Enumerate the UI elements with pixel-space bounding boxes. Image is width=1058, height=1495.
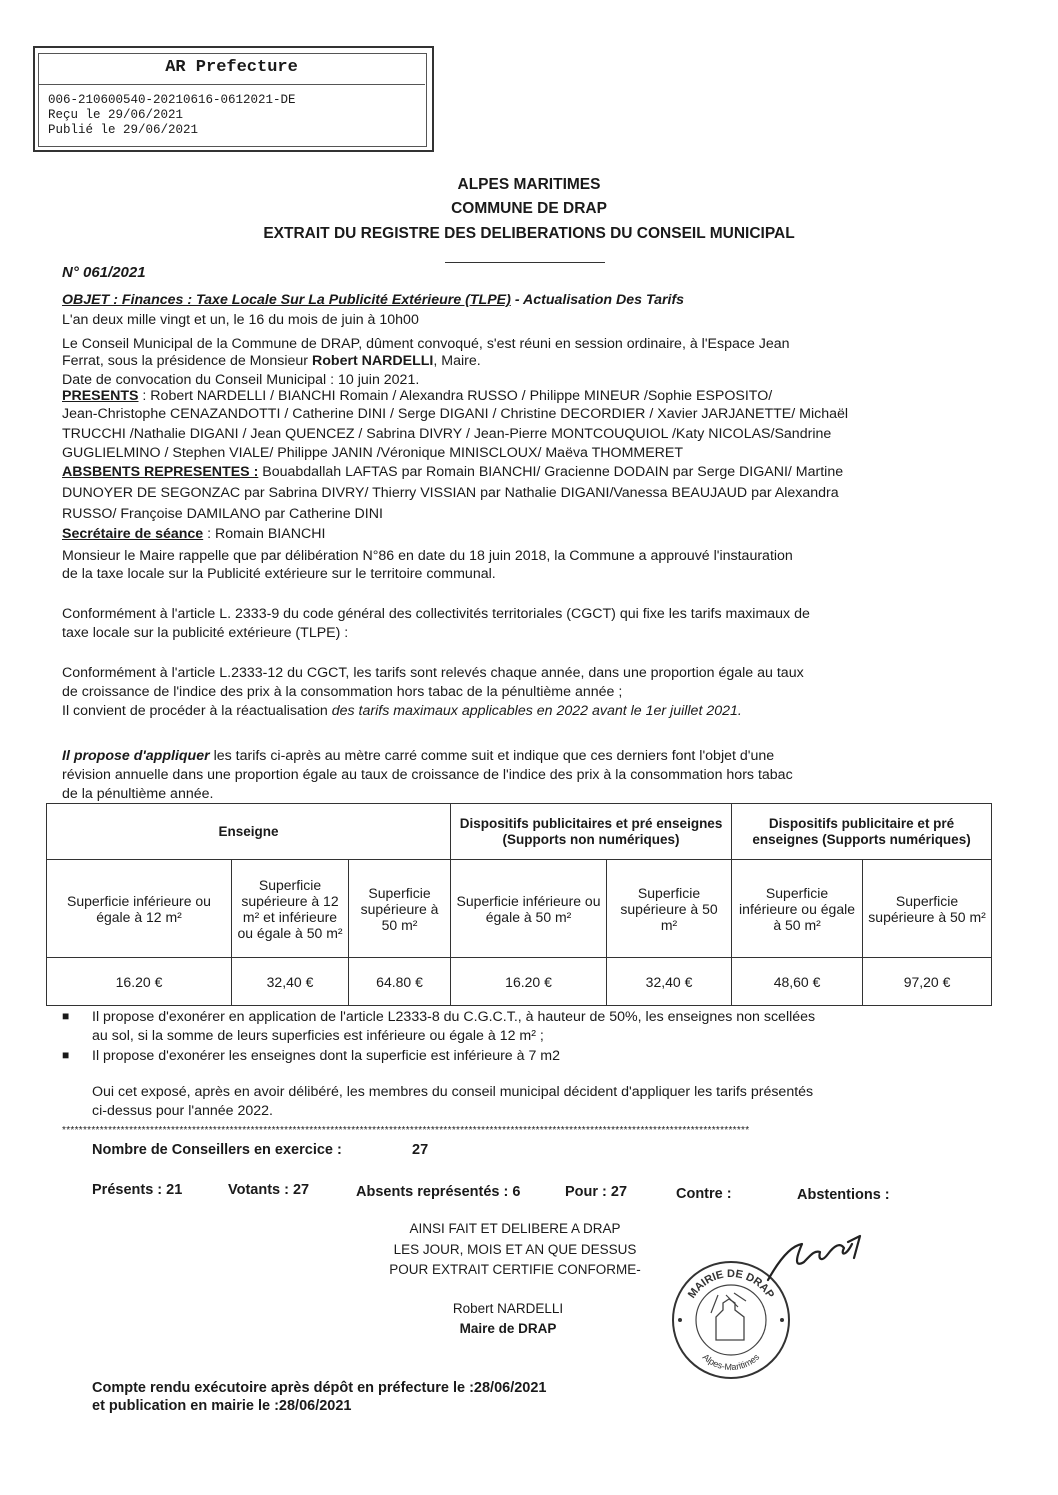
meeting-presidency-line: Ferrat, sous la présidence de Monsieur Robert NARDELLI, Maire. [62,353,481,369]
vote-presents: Présents : 21 [92,1182,183,1198]
column-header-3: Superficie supérieure à 50 m² [349,860,451,958]
vote-pour: Pour : 27 [565,1184,628,1200]
prefecture-reference: 006-210600540-20210616-0612021-DE [48,93,296,107]
tariff-value-3: 64.80 € [349,958,451,1006]
tariff-value-2: 32,40 € [232,958,349,1006]
secretary-label: Secrétaire de séance [62,526,204,542]
paragraph-2-line-1: Conformément à l'article L. 2333-9 du code général des collectivités territoriales (CGCT) qui fixe les tarifs maximaux de [62,606,810,622]
tariff-value-4: 16.20 € [451,958,607,1006]
bullet-icon: ■ [62,1009,70,1023]
seal-bottom-text: Alpes-Maritimes [700,1351,762,1373]
deliberation-subject [62,292,942,310]
presents-line-3: TRUCCHI /Nathalie DIGANI / Jean QUENCEZ / Sabrina DIVRY / Jean-Pierre MONTCOUQUIOL /Katy NICOLAS/Sandrine [62,426,832,442]
group-header-enseigne: Enseigne [47,804,451,860]
secretary-name: : Romain BIANCHI [203,526,326,542]
meeting-convocation-line: Le Conseil Municipal de la Commune de DRAP, dûment convoqué, s'est réuni en session ordinaire, à l'Espace Jean [62,336,790,352]
column-header-2: Superficie supérieure à 12 m² et inférieure ou égale à 50 m² [232,860,349,958]
mayor-signature-name: Robert NARDELLI [452,1301,564,1316]
bullet-icon: ■ [62,1048,70,1062]
presents-line-2: Jean-Christophe CENAZANDOTTI / Catherine DINI / Serge DIGANI / Christine DECORDIER / Xavier JARJANETTE/ Michaël [62,406,849,422]
paragraph-3-line-2: de croissance de l'indice des prix à la consommation hors tabac de la pénultième année ; [62,684,623,700]
header-commune: COMMUNE DE DRAP [451,200,607,217]
bullet-2: Il propose d'exonérer les enseignes dont la superficie est inférieure à 7 m2 [92,1048,561,1064]
signature-line-2: LES JOUR, MOIS ET AN QUE DESSUS [393,1242,637,1257]
tariff-value-7: 97,20 € [863,958,992,1006]
paragraph-4-line-2: révision annuelle dans une proportion égale au taux de croissance de l'indice des prix à la consommation hors tabac [62,767,793,783]
paragraph-3-line-3: Il convient de procéder à la réactualisation des tarifs maximaux applicables en 2022 avant le 1er juillet 2021. [62,703,742,719]
footer-line-2: et publication en mairie le :28/06/2021 [92,1398,352,1414]
column-header-1: Superficie inférieure ou égale à 12 m² [47,860,232,958]
presents-line-1: PRESENTS : Robert NARDELLI / BIANCHI Romain / Alexandra RUSSO / Philippe MINEUR /Sophie ESPOSITO/ [62,388,773,404]
signature-line-3: POUR EXTRAIT CERTIFIE CONFORME- [389,1262,641,1277]
vote-votants: Votants : 27 [228,1182,310,1198]
tariff-value-6: 48,60 € [732,958,863,1006]
presents-label: PRESENTS [62,388,139,404]
tariff-value-1: 16.20 € [47,958,232,1006]
council-count-label: Nombre de Conseillers en exercice : [92,1142,342,1158]
column-header-7: Superficie supérieure à 50 m² [863,860,992,958]
mayor-title: Maire de DRAP [459,1321,557,1336]
group-header-non-digital: Dispositifs publicitaires et pré enseignes (Supports non numériques) [451,804,732,860]
signature-line-1: AINSI FAIT ET DELIBERE A DRAP [409,1221,621,1236]
secretary-line [62,526,942,544]
bullet-1-line-2: au sol, si la somme de leurs superficies est inférieure ou égale à 12 m² ; [92,1028,544,1044]
subject-label: OBJET : Finances : Taxe Locale Sur La Publicité Extérieure (TLPE) [62,292,511,308]
handwritten-signature-icon [760,1222,870,1292]
absents-line-3: RUSSO/ Françoise DAMILANO par Catherine DINI [62,506,383,522]
conclusion-line-2: ci-dessus pour l'année 2022. [92,1103,273,1119]
paragraph-1-line-1: Monsieur le Maire rappelle que par délibération N°86 en date du 18 juin 2018, la Commune a approuvé l'instauration [62,548,793,564]
deliberation-number: N° 061/2021 [62,264,146,281]
column-header-6: Superficie inférieure ou égale à 50 m² [732,860,863,958]
conclusion-line-1: Oui cet exposé, après en avoir délibéré, les membres du conseil municipal décident d'appliquer les tarifs présentés [92,1084,814,1100]
tariff-table [46,803,992,1006]
column-header-5: Superficie supérieure à 50 m² [607,860,732,958]
header-divider [445,262,605,263]
absents-line-1: ABSBENTS REPRESENTES : Bouabdallah LAFTAS par Romain BIANCHI/ Gracienne DODAIN par Serge DIGANI/ Martine [62,464,844,480]
footer-line-1: Compte rendu exécutoire après dépôt en préfecture le :28/06/2021 [92,1380,547,1396]
prefecture-received-date: Reçu le 29/06/2021 [48,108,184,122]
vote-absents: Absents représentés : 6 [356,1184,521,1200]
paragraph-2-line-2: taxe locale sur la publicité extérieure (TLPE) : [62,625,349,641]
convocation-date: Date de convocation du Conseil Municipal : 10 juin 2021. [62,372,420,388]
presents-line-4: GUGLIELMINO / Stephen VIALE/ Philippe JANIN /Véronique MINISCLOUX/ Maëva THOMMERET [62,445,684,461]
prefecture-published-date: Publié le 29/06/2021 [48,123,199,137]
mayor-name: Robert NARDELLI [311,353,434,369]
header-department: ALPES MARITIMES [457,176,601,193]
paragraph-3-line-1: Conformément à l'article L.2333-12 du CGCT, les tarifs sont relevés chaque année, dans une proportion égale au taux [62,665,804,681]
vote-contre: Contre : [676,1186,732,1202]
paragraph-1-line-2: de la taxe locale sur la Publicité extérieure sur le territoire communal. [62,566,496,582]
prefecture-stamp-divider [38,84,425,85]
prefecture-stamp-title: AR Prefecture [165,58,298,77]
header-register-title: EXTRAIT DU REGISTRE DES DELIBERATIONS DU CONSEIL MUNICIPAL [263,225,795,242]
paragraph-4-line-3: de la pénultième année. [62,786,214,802]
absents-label: ABSBENTS REPRESENTES : [62,464,259,480]
council-count-value: 27 [412,1142,429,1158]
star-separator: ******************************************************************************************************************************************************************** [62,1125,750,1136]
bullet-1-line-1: Il propose d'exonérer en application de l'article L2333-8 du C.G.C.T., à hauteur de 50%, les enseignes non scellées [92,1009,816,1025]
column-header-4: Superficie inférieure ou égale à 50 m² [451,860,607,958]
paragraph-4-line-1: Il propose d'appliquer les tarifs ci-après au mètre carré comme suit et indique que ces derniers font l'objet d'une [62,748,775,764]
meeting-date: L'an deux mille vingt et un, le 16 du mois de juin à 10h00 [62,312,419,328]
subject-rest: - Actualisation Des Tarifs [510,292,685,308]
seal-top-text: MAIRIE DE DRAP [685,1268,777,1301]
vote-abstentions: Abstentions : [797,1187,890,1203]
absents-line-2: DUNOYER DE SEGONZAC par Sabrina DIVRY/ Thierry VISSIAN par Nathalie DIGANI/Vanessa BEAUJAUD par Alexandra [62,485,839,501]
tariff-value-5: 32,40 € [607,958,732,1006]
group-header-digital: Dispositifs publicitaire et pré enseignes (Supports numériques) [732,804,992,860]
